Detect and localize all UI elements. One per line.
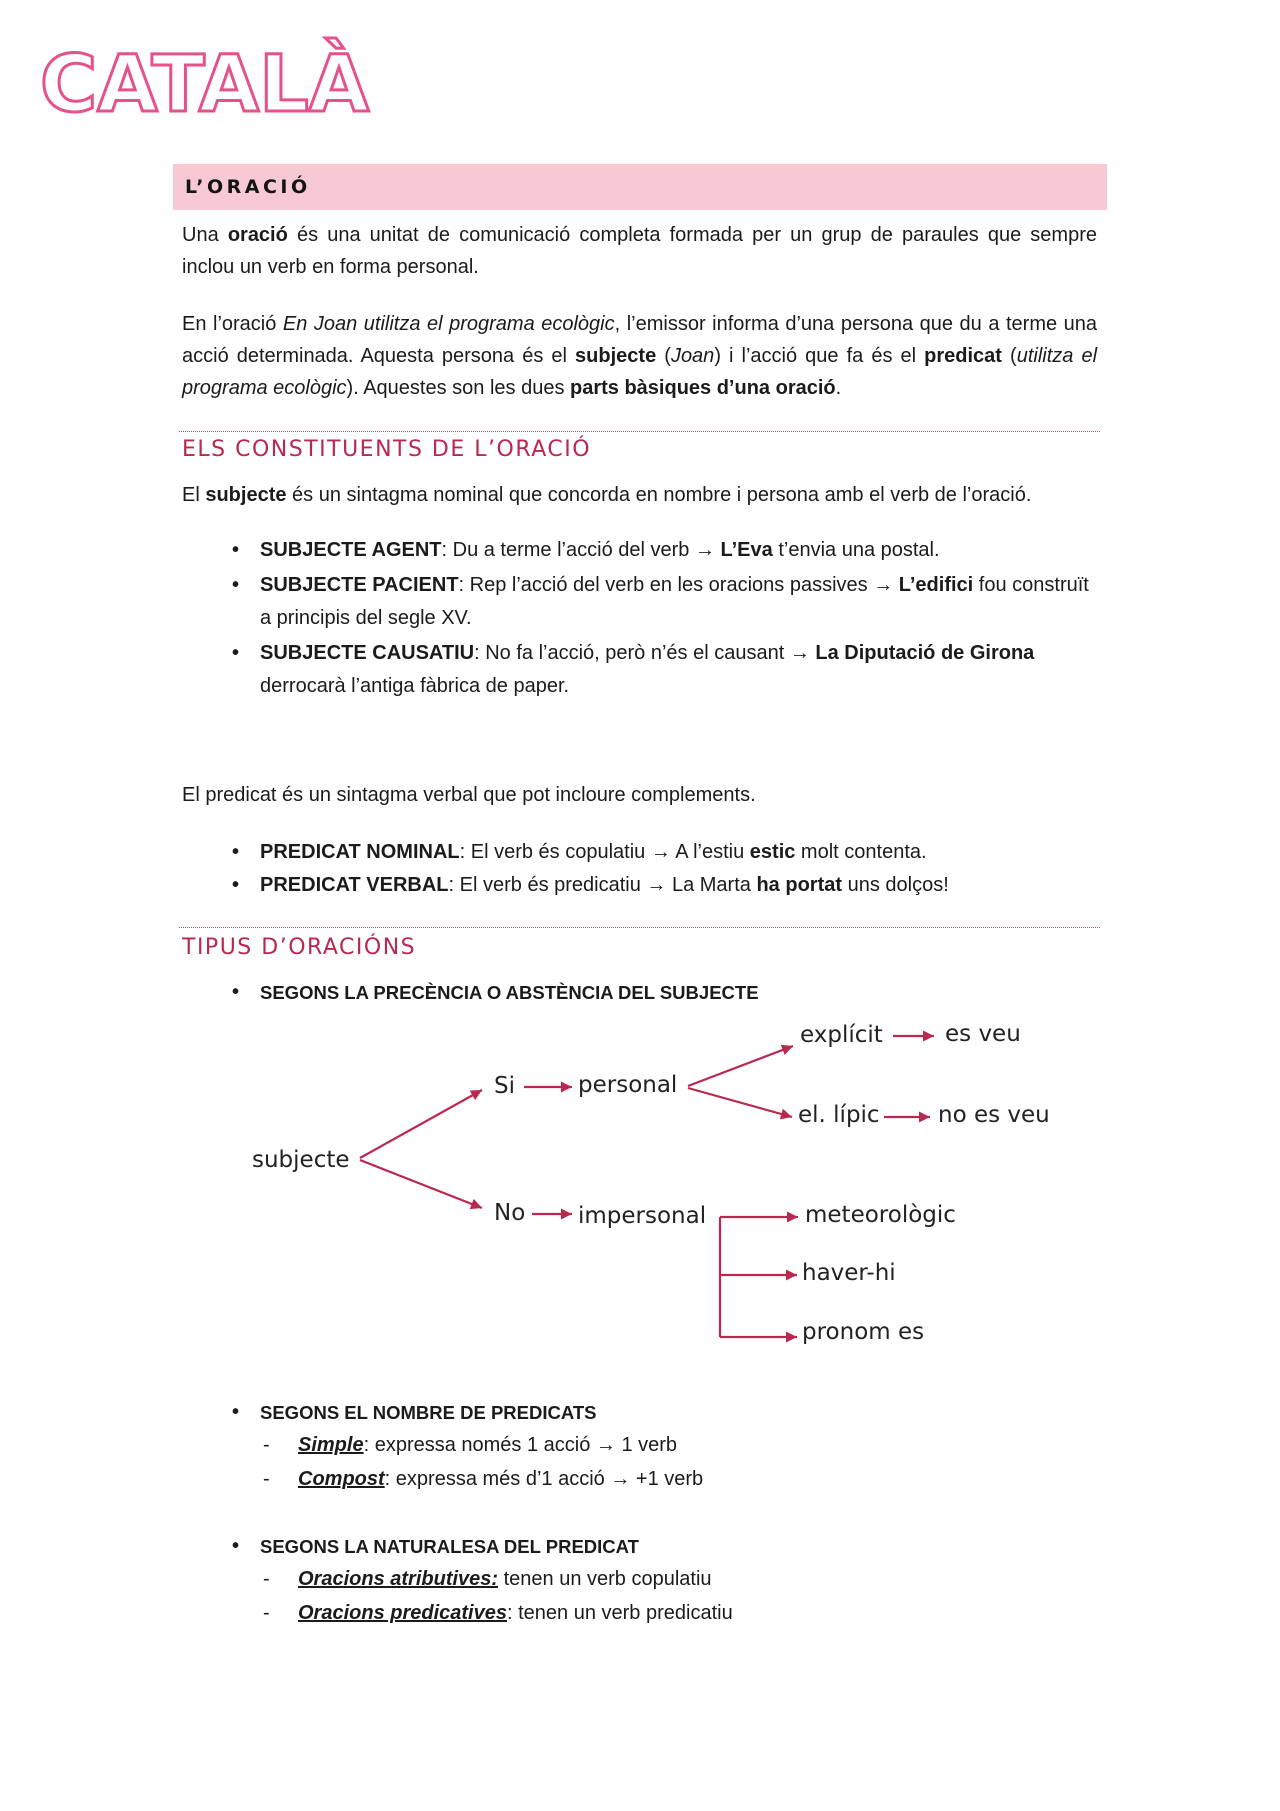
- text-run: és un sintagma nominal que concorda en nombre i persona amb el verb de l’oració.: [286, 484, 1032, 506]
- emphasis-text: Joan: [670, 345, 715, 367]
- constituents-heading: ELS CONSTITUENTS DE L’ORACIÓ: [182, 437, 592, 462]
- dotted-divider: [179, 431, 1100, 432]
- emphasis-text: Oracions predicatives: [298, 1602, 507, 1624]
- text-run: : Rep l’acció del verb en les oracions passives →: [458, 574, 899, 596]
- emphasis-text: estic: [749, 841, 796, 863]
- section-heading-bar: [173, 164, 1107, 210]
- text-run: : expressa només 1 acció → 1 verb: [363, 1434, 678, 1456]
- list-item-text: [260, 574, 1089, 629]
- list-item-subject-agent: [232, 534, 1097, 567]
- arrow-personal-explicit: [688, 1046, 793, 1086]
- text-run: és una unitat de comunicació completa formada per un grup de paraules que sempre inclou un verb en forma personal.: [182, 224, 1097, 278]
- diagram-node-impersonal: impersonal: [578, 1203, 707, 1229]
- diagram-node-personal: personal: [578, 1072, 678, 1098]
- types-heading: TIPUS D’ORACIÓNS: [182, 935, 417, 960]
- bullet-icon: [232, 1530, 239, 1563]
- intro-paragraph-1: [182, 219, 1097, 283]
- text-run: (: [1001, 345, 1017, 367]
- dash-icon: [263, 1463, 270, 1496]
- list-item-text: [260, 841, 927, 863]
- emphasis-text: PREDICAT NOMINAL: [260, 841, 460, 863]
- emphasis-text: SUBJECTE PACIENT: [260, 574, 459, 596]
- text-run: molt contenta.: [795, 841, 927, 863]
- dash-icon: [263, 1597, 270, 1630]
- predicate-intro-paragraph: El predicat és un sintagma verbal que pot incloure complements.: [182, 784, 756, 806]
- emphasis-text: Oracions atributives:: [298, 1568, 499, 1590]
- list-item-predicate-verbal: [232, 869, 1097, 902]
- arrow-personal-elliptic: [688, 1088, 792, 1117]
- text-run: ). Aquestes son les dues: [346, 377, 570, 399]
- diagram-node-pronom-es: pronom es: [802, 1319, 925, 1345]
- arrow-subjecte-si: [360, 1090, 482, 1158]
- text-run: : No fa l’acció, però n’és el causant →: [474, 642, 816, 664]
- emphasis-text: subjecte: [575, 345, 657, 367]
- emphasis-text: Compost: [298, 1468, 385, 1490]
- emphasis-text: En Joan utilitza el programa ecològic: [282, 313, 615, 335]
- emphasis-text: L’Eva: [720, 539, 773, 561]
- emphasis-text: L’edifici: [898, 574, 974, 596]
- emphasis-text: subjecte: [205, 484, 287, 506]
- text-run: uns dolços!: [842, 874, 949, 896]
- text-run: : El verb és copulatiu → A l’estiu: [459, 841, 750, 863]
- text-run: t’envia una postal.: [772, 539, 940, 561]
- emphasis-text: SUBJECTE AGENT: [260, 539, 442, 561]
- diagram-node-no: No: [494, 1200, 526, 1226]
- diagram-node-yes: Si: [494, 1073, 515, 1099]
- list-item-by-predicate-nature: [232, 1530, 1097, 1564]
- sub-list-item-compost: [263, 1463, 1097, 1496]
- intro-paragraph-2: [182, 308, 1097, 404]
- dotted-divider: [179, 927, 1100, 928]
- emphasis-text: utilitza el programa ecològic: [182, 345, 1098, 399]
- dash-icon: [263, 1429, 270, 1462]
- sub-list-item-text: [298, 1568, 712, 1590]
- page-title: CATALÀ: [40, 40, 370, 130]
- diagram-node-elliptic-result: no es veu: [938, 1102, 1050, 1128]
- sub-list-item-atributives: [263, 1563, 1097, 1596]
- bullet-icon: [232, 869, 239, 902]
- section-heading: L’ORACIÓ: [185, 176, 311, 198]
- list-item-by-predicate-count: [232, 1396, 1097, 1430]
- list-item-heading: SEGONS LA NATURALESA DEL PREDICAT: [260, 1536, 639, 1557]
- emphasis-text: La Diputació de Girona: [815, 642, 1035, 664]
- list-item-subject-causative: [232, 637, 1097, 703]
- diagram-node-explicit: explícit: [800, 1022, 883, 1048]
- list-item-text: [260, 539, 940, 561]
- arrow-subjecte-no: [360, 1160, 482, 1208]
- bullet-icon: [232, 836, 239, 869]
- list-item-heading: SEGONS LA PRECÈNCIA O ABSTÈNCIA DEL SUBJECTE: [260, 982, 759, 1003]
- emphasis-text: PREDICAT VERBAL: [260, 874, 449, 896]
- text-run: fou construït a principis del segle XV.: [260, 574, 1089, 629]
- text-run: : Du a terme l’acció del verb →: [441, 539, 721, 561]
- text-run: En l’oració: [182, 313, 283, 335]
- text-run: : El verb és predicatiu → La Marta: [448, 874, 757, 896]
- sub-list-item-text: [298, 1434, 677, 1456]
- list-item-text: [260, 642, 1034, 697]
- text-run: (: [656, 345, 671, 367]
- bullet-icon: [232, 637, 239, 670]
- diagram-node-meteorologic: meteorològic: [805, 1202, 956, 1228]
- emphasis-text: parts bàsiques d’una oració: [570, 377, 836, 399]
- text-run: : tenen un verb predicatiu: [506, 1602, 733, 1624]
- emphasis-text: Simple: [298, 1434, 364, 1456]
- text-run: derrocarà l’antiga fàbrica de paper.: [260, 675, 570, 697]
- subject-intro-paragraph: [182, 479, 1097, 511]
- text-run: Una: [182, 224, 228, 246]
- sub-list-item-simple: [263, 1429, 1097, 1462]
- text-run: , l’emissor informa d’una persona que du a terme una acció determinada. Aquesta persona és el: [182, 313, 1097, 367]
- sub-list-item-predicatives: [263, 1597, 1097, 1630]
- emphasis-text: SUBJECTE CAUSATIU: [260, 642, 475, 664]
- emphasis-text: ha portat: [756, 874, 843, 896]
- diagram-node-explicit-result: es veu: [945, 1021, 1021, 1047]
- bullet-icon: [232, 569, 239, 602]
- text-run: El: [182, 484, 206, 506]
- list-item-subject-patient: [232, 569, 1097, 635]
- bullet-icon: [232, 1396, 239, 1429]
- text-run: .: [835, 377, 842, 399]
- list-item-text: [260, 874, 949, 896]
- text-run: : expressa més d’1 acció → +1 verb: [384, 1468, 704, 1490]
- list-item-predicate-nominal: [232, 836, 1097, 869]
- dash-icon: [263, 1563, 270, 1596]
- emphasis-text: oració: [227, 224, 288, 246]
- list-item-heading: SEGONS EL NOMBRE DE PREDICATS: [260, 1402, 597, 1423]
- bullet-icon: [232, 534, 239, 567]
- subject-diagram: [0, 1000, 1280, 1360]
- diagram-node-haver-hi: haver-hi: [802, 1260, 896, 1286]
- text-run: ) i l’acció que fa és el: [714, 345, 925, 367]
- diagram-node-elliptic: el. lípic: [798, 1102, 880, 1128]
- diagram-node-root: subjecte: [252, 1147, 350, 1173]
- emphasis-text: predicat: [924, 345, 1002, 367]
- sub-list-item-text: [298, 1602, 733, 1624]
- text-run: tenen un verb copulatiu: [498, 1568, 712, 1590]
- sub-list-item-text: [298, 1468, 703, 1490]
